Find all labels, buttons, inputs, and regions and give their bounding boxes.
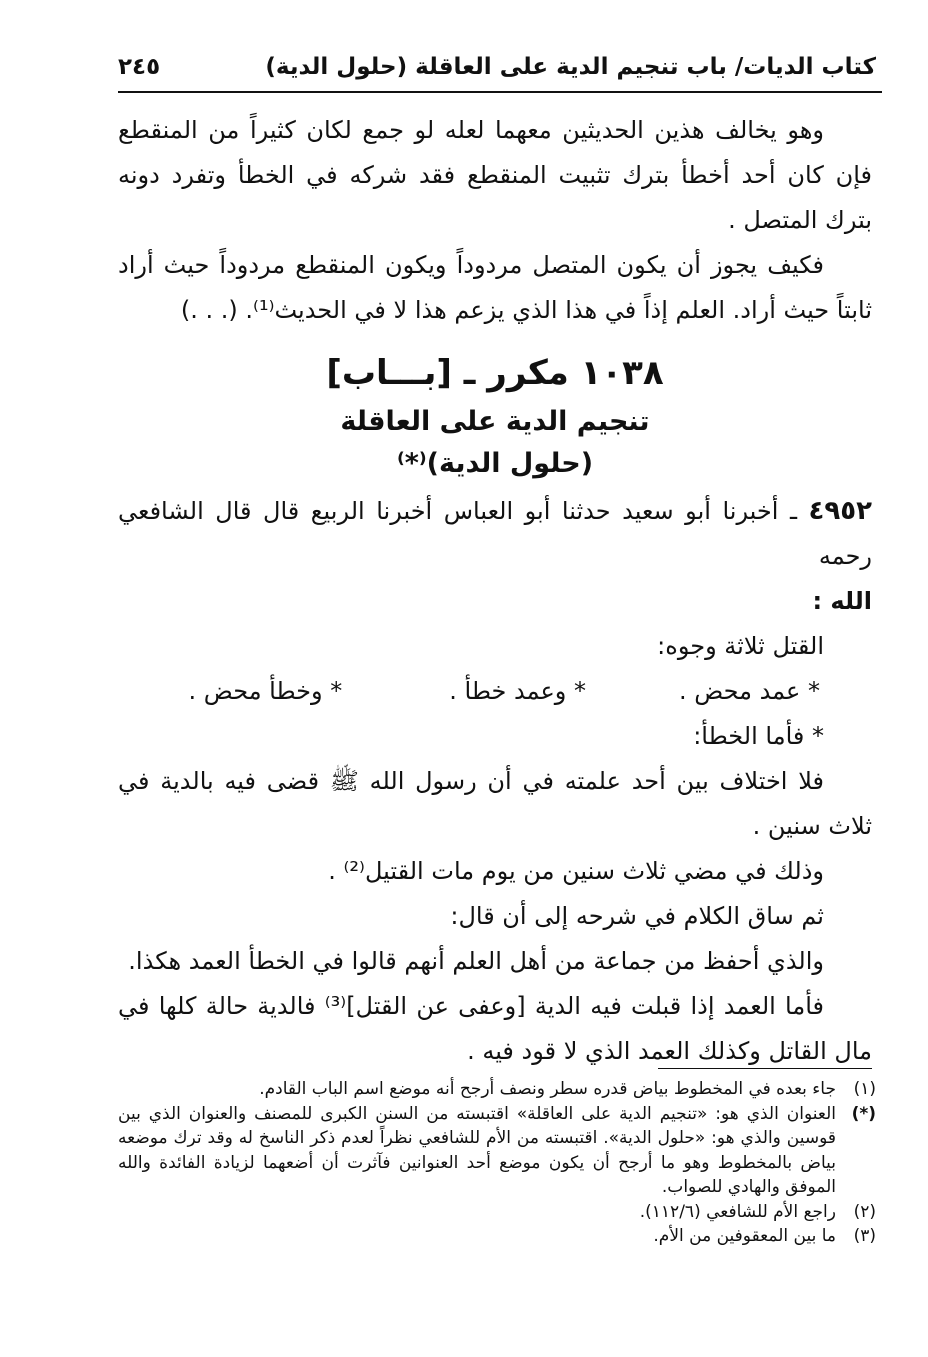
footnote-mark: (*)	[851, 1103, 876, 1124]
paragraph-then: ثم ساق الكلام في شرحه إلى أن قال:	[450, 902, 824, 930]
paragraph-question: فكيف يجوز أن يكون المتصل مردوداً ويكون المنقطع مردوداً حيث أراد ثابتاً حيث أراد. العلم إذاً في هذا الذي يزعم هذا لا في الحديث⁽¹⁾. (. . .)	[118, 251, 872, 324]
kind-item: * وعمد خطأ .	[449, 677, 586, 705]
paragraph-continuation: وهو يخالف هذين الحديثين معهما لعله لو جمع لكان كثيراً من المنقطع فإن كان أحد أخطأ بترك تثبيت المنقطع فقد شركه في الخطأ وتفرد دونه بترك المتصل .	[118, 116, 872, 234]
chapter-title: تنجيم الدية على العاقلة	[340, 406, 650, 437]
kind-item: * وخطأ محض .	[188, 677, 343, 705]
paragraph-memorize: والذي أحفظ من جماعة من أهل العلم أنهم قالوا في الخطأ العمد هكذا.	[128, 947, 824, 975]
kinds-list	[118, 669, 872, 714]
footnote-text: العنوان الذي هو: «تنجيم الدية على العاقلة» اقتبسته من السنن الكبرى للمصنف والعنوان الذي بين قوسين والذي هو: «حلول الدية». اقتبسته من الأم للشافعي نظراً لعدم ذكر الناسخ له وقد ترك موضعه بياض بالمخطوط وهو ما أرجح أن يكون موضع أحد العنوانين فآثرت أن أضعهما لزيادة الفائدة والله الموفق والهادي للصواب.	[118, 1103, 836, 1197]
paragraph-consensus: فلا اختلاف بين أحد علمته في أن رسول الله ﷺ قضى فيه بالدية في ثلاث سنين .	[118, 767, 872, 840]
hadith-end: الله :	[812, 587, 872, 615]
hadith-paragraph	[118, 489, 872, 579]
footnote	[118, 1077, 876, 1102]
paragraph-kinds: القتل ثلاثة وجوه:	[657, 632, 824, 660]
footnote	[118, 1200, 876, 1225]
chapter-subtitle: (حلول الدية)⁽*⁾	[396, 448, 594, 479]
footnote-mark: (٣)	[853, 1226, 876, 1246]
chapter-number: ١٠٣٨ مكرر ـ [بـــاب]	[326, 353, 664, 393]
footnote-text: ما بين المعقوفين من الأم.	[653, 1226, 836, 1246]
hadith-text: ـ أخبرنا أبو سعيد حدثنا أبو العباس أخبرنا الربيع قال قال الشافعي رحمه	[118, 497, 872, 570]
footnote-mark: (٢)	[853, 1201, 876, 1222]
running-head: كتاب الديات/ باب تنجيم الدية على العاقلة (حلول الدية)	[265, 54, 876, 80]
paragraph-amd: فأما العمد إذا قبلت فيه الدية [وعفى عن القتل]⁽³⁾ فالدية حالة كلها في مال القاتل وكذلك العمد الذي لا قود فيه .	[118, 992, 872, 1065]
main-text	[118, 108, 872, 1074]
footnote	[118, 1102, 876, 1200]
kind-item: * عمد محض .	[678, 677, 820, 705]
page-header	[118, 50, 876, 90]
footnotes	[118, 1077, 876, 1249]
footnote-mark: (١)	[853, 1079, 876, 1099]
paragraph-khata: * فأما الخطأ:	[693, 722, 824, 750]
footnote-rule	[658, 1068, 872, 1069]
header-rule	[118, 91, 882, 93]
footnote	[118, 1224, 876, 1249]
footnote-text: راجع الأم للشافعي (١١٢/٦).	[639, 1201, 836, 1222]
hadith-number: ٤٩٥٢	[808, 496, 872, 526]
chapter-heading	[118, 345, 872, 485]
paragraph-timing: وذلك في مضي ثلاث سنين من يوم مات القتيل⁽²⁾ .	[328, 857, 824, 885]
page-number: ٢٤٥	[118, 54, 161, 80]
footnote-text: جاء بعده في المخطوط بياض قدره سطر ونصف أرجح أنه موضع اسم الباب القادم.	[259, 1079, 836, 1099]
